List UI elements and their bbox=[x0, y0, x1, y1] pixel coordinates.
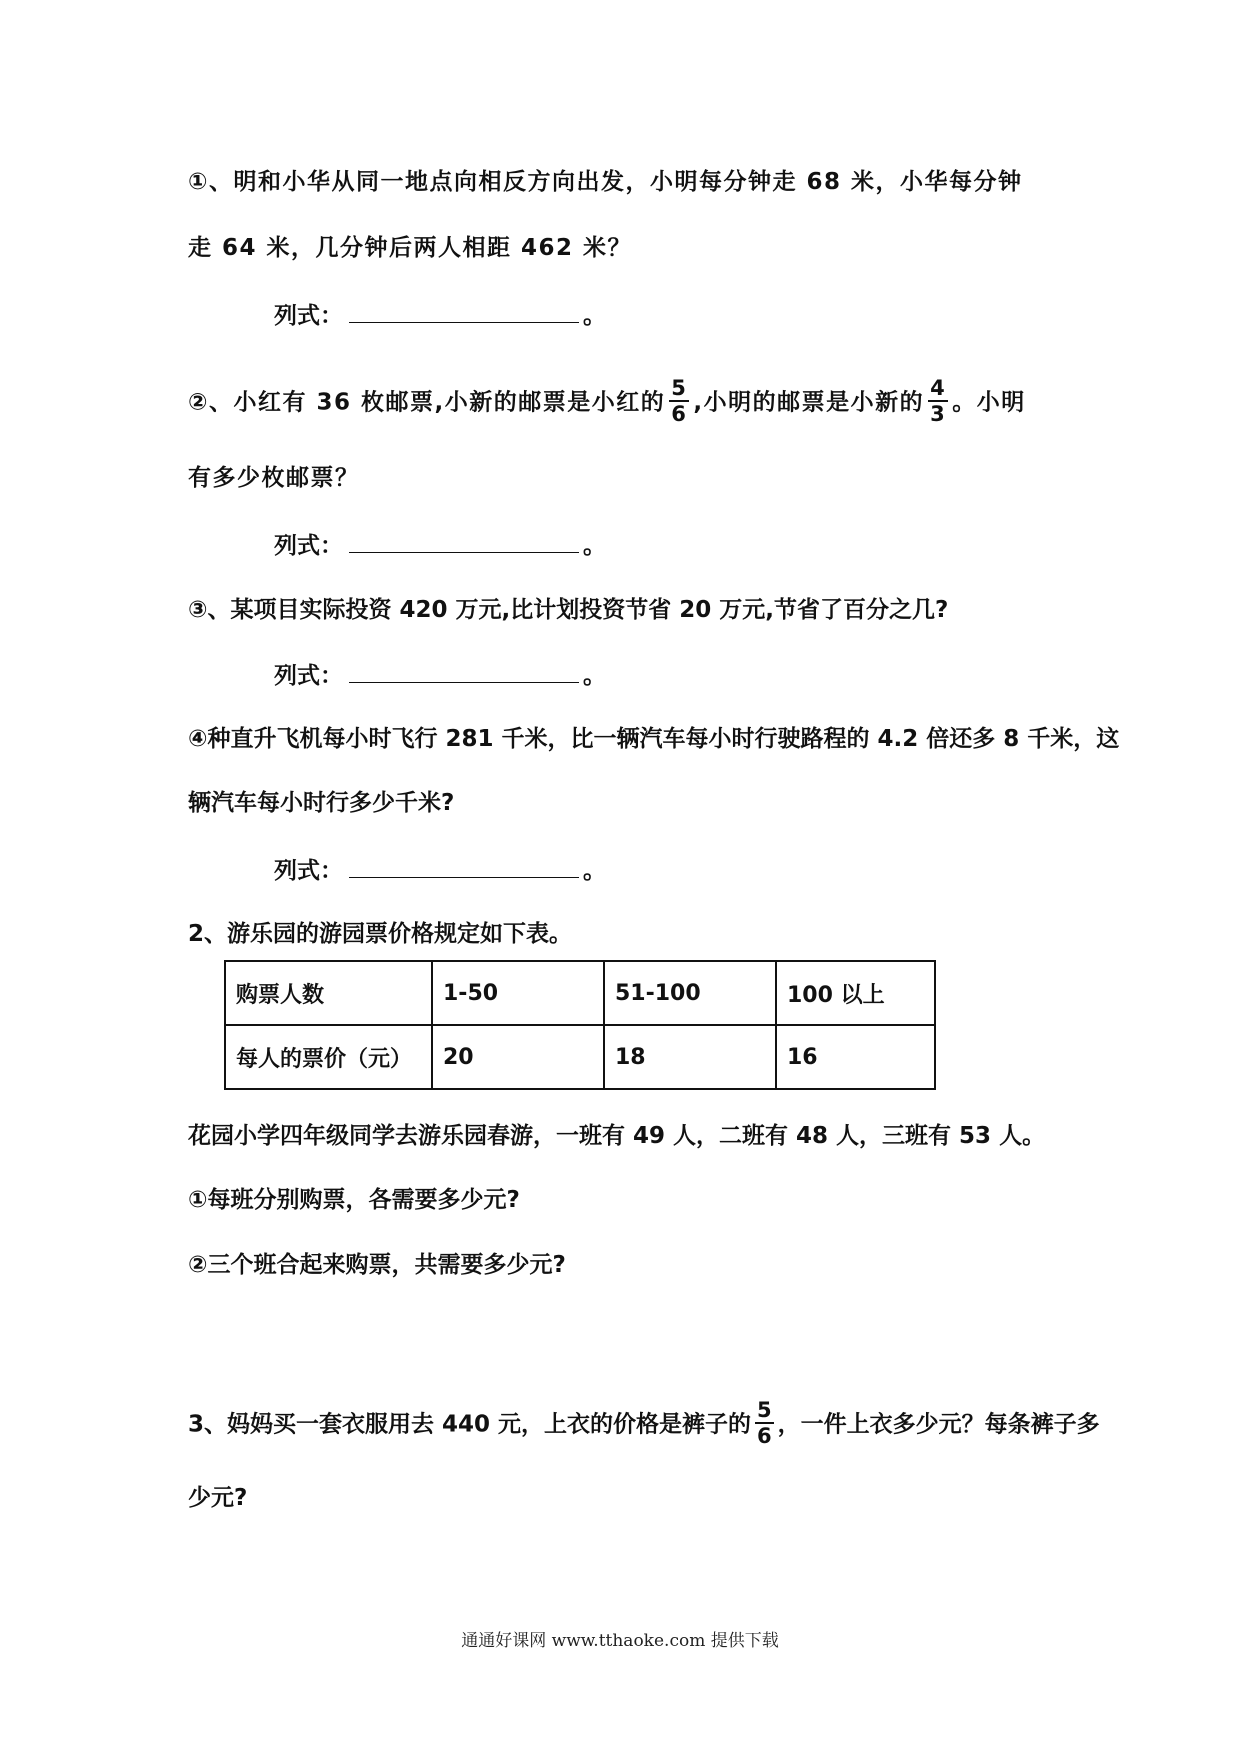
section-2-question-1: ①每班分别购票，各需要多少元? bbox=[188, 1187, 520, 1213]
answer-label: 列式： bbox=[274, 663, 343, 689]
table-cell: 16 bbox=[776, 1025, 935, 1089]
answer-blank[interactable] bbox=[349, 658, 579, 683]
fraction-5-6 bbox=[669, 376, 689, 426]
answer-label: 列式： bbox=[274, 303, 343, 329]
problem-2-text-b: ,小明的邮票是小新的 bbox=[693, 389, 925, 416]
answer-end: 。 bbox=[583, 858, 606, 884]
problem-3-line-1: ③、某项目实际投资 420 万元,比计划投资节省 20 万元,节省了百分之几? bbox=[188, 597, 949, 623]
problem-1-line-1: ①、明和小华从同一地点向相反方向出发，小明每分钟走 68 米，小华每分钟 bbox=[188, 169, 1023, 195]
answer-line-4 bbox=[274, 853, 1154, 887]
table-row bbox=[225, 961, 935, 1025]
table-cell: 18 bbox=[604, 1025, 776, 1089]
section-3-text-a: 3、妈妈买一套衣服用去 440 元，上衣的价格是裤子的 bbox=[188, 1411, 752, 1438]
section-2-context: 花园小学四年级同学去游乐园春游，一班有 49 人，二班有 48 人，三班有 53 人。 bbox=[188, 1123, 1046, 1149]
fraction-numerator: 5 bbox=[671, 376, 688, 400]
fraction-denominator: 3 bbox=[930, 402, 947, 426]
fraction-numerator: 4 bbox=[930, 376, 947, 400]
answer-label: 列式： bbox=[274, 858, 343, 884]
table-cell: 20 bbox=[432, 1025, 604, 1089]
answer-blank[interactable] bbox=[349, 853, 579, 878]
fraction-4-3 bbox=[928, 376, 948, 426]
fraction-denominator: 6 bbox=[671, 402, 688, 426]
table-cell: 51-100 bbox=[604, 961, 776, 1025]
problem-2-line-1 bbox=[188, 378, 1068, 428]
section-2-question-2: ②三个班合起来购票，共需要多少元? bbox=[188, 1252, 566, 1278]
problem-4-line-2: 辆汽车每小时行多少千米? bbox=[188, 790, 455, 816]
table-row bbox=[225, 1025, 935, 1089]
fraction-numerator: 5 bbox=[757, 1398, 772, 1422]
answer-line-3 bbox=[274, 658, 1154, 692]
answer-line-2 bbox=[274, 528, 1154, 562]
answer-blank[interactable] bbox=[349, 298, 579, 323]
table-cell: 100 以上 bbox=[776, 961, 935, 1025]
section-3-line-2: 少元? bbox=[188, 1485, 248, 1511]
answer-end: 。 bbox=[583, 663, 606, 689]
answer-end: 。 bbox=[583, 303, 606, 329]
problem-2-text-c: 。小明 bbox=[952, 389, 1026, 416]
table-cell: 购票人数 bbox=[225, 961, 432, 1025]
footer-source: 通通好课网 www.tthaoke.com 提供下载 bbox=[461, 1631, 779, 1651]
table-cell: 每人的票价（元） bbox=[225, 1025, 432, 1089]
problem-2-text-a: ②、小红有 36 枚邮票,小新的邮票是小红的 bbox=[188, 389, 666, 416]
problem-2-line-2: 有多少枚邮票？ bbox=[188, 465, 360, 491]
fraction-5-6 bbox=[755, 1398, 774, 1448]
table-cell: 1-50 bbox=[432, 961, 604, 1025]
section-3-line-1 bbox=[188, 1398, 1100, 1450]
section-3-text-b: ，一件上衣多少元？每条裤子多 bbox=[777, 1411, 1100, 1438]
fraction-denominator: 6 bbox=[757, 1424, 772, 1448]
answer-end: 。 bbox=[583, 533, 606, 559]
answer-blank[interactable] bbox=[349, 528, 579, 553]
problem-1-line-2: 走 64 米，几分钟后两人相距 462 米？ bbox=[188, 235, 633, 261]
ticket-price-table bbox=[224, 960, 936, 1090]
answer-label: 列式： bbox=[274, 533, 343, 559]
problem-4-line-1: ④种直升飞机每小时飞行 281 千米，比一辆汽车每小时行驶路程的 4.2 倍还多 8 千米，这 bbox=[188, 726, 1120, 752]
answer-line-1 bbox=[274, 298, 1154, 332]
section-2-heading: 2、游乐园的游园票价格规定如下表。 bbox=[188, 921, 573, 947]
